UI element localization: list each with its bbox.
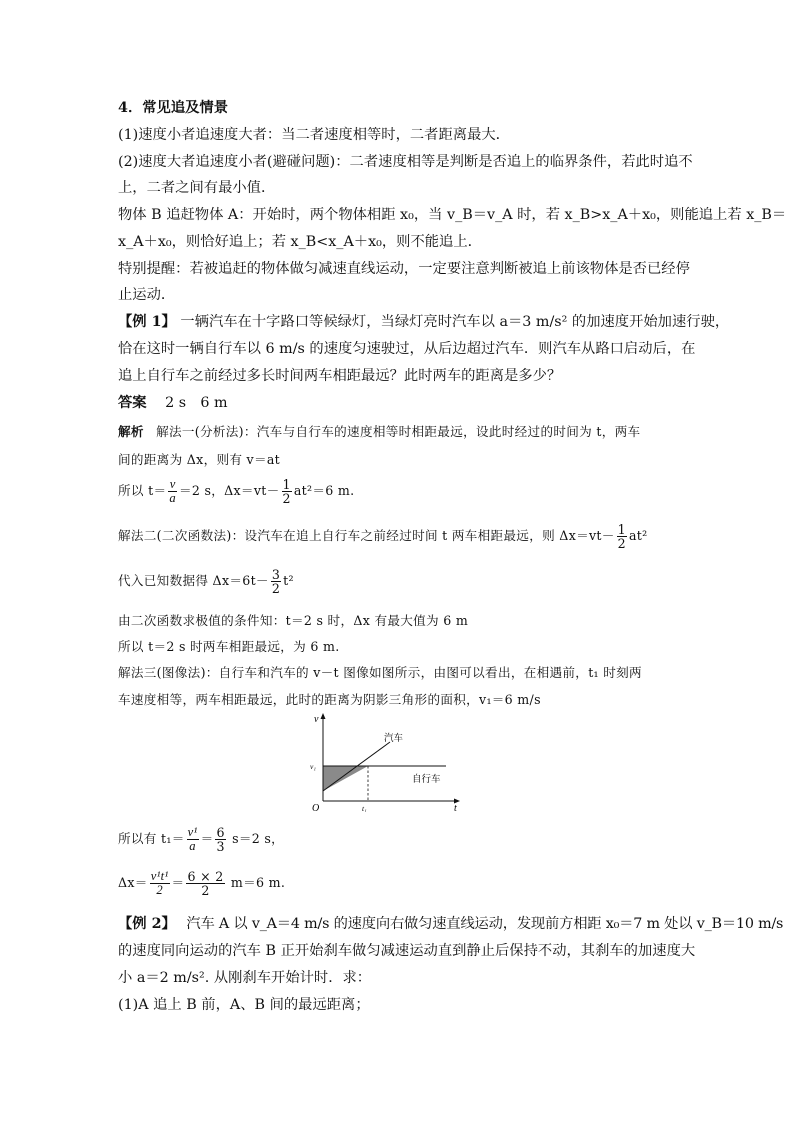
method-2-line-1 — [118, 523, 648, 550]
method-3-line-2: 车速度相等，两车相距最远，此时的距离为阴影三角形的面积，v₁＝6 m/s — [118, 692, 541, 707]
v1-label: v₁ — [310, 762, 316, 771]
method-3-formula-1 — [118, 826, 284, 853]
analysis-label: 解析 — [118, 424, 144, 439]
formula-text: at²＝6 m. — [293, 483, 355, 499]
example-1-question-line-2: 恰在这时一辆自行车以 6 m/s 的速度匀速驶过，从后边超过汽车．则汽车从路口启动后，在 — [118, 341, 696, 357]
paragraph-3-line-1: 物体 B 追赶物体 A：开始时，两个物体相距 x₀，当 v_B＝v_A 时，若 x_B>x_A＋x₀，则能追上若 x_B＝ — [118, 207, 787, 223]
car-label: 汽车 — [384, 733, 404, 744]
example-1-question-line-1 — [118, 311, 729, 331]
formula-text: s＝2 s， — [227, 831, 285, 847]
formula-text: 所以 t＝ — [118, 483, 167, 499]
t1-label: t₁ — [362, 804, 367, 812]
bike-label: 自行车 — [412, 774, 441, 785]
method-3-formula-2 — [118, 870, 285, 897]
formula-text: 解法二(二次函数法)：设汽车在追上自行车之前经过时间 t 两车相距最远，则 Δx＝vt－ — [118, 528, 615, 544]
method-1-line-1 — [118, 421, 640, 440]
example-2-line-1 — [118, 913, 783, 933]
formula-text: ＝ — [200, 831, 214, 847]
example-2-line-4: (1)A 追上 B 前，A、B 间的最远距离； — [118, 997, 370, 1013]
example-2-label: 【例 2】 — [118, 916, 176, 932]
formula-text: at² — [629, 528, 648, 544]
method-3-line-1: 解法三(图像法)：自行车和汽车的 v－t 图像如图所示，由图可以看出，在相遇前，t₁ 时刻两 — [118, 665, 642, 680]
example-1-question-text-1: 一辆汽车在十字路口等候绿灯，当绿灯亮时汽车以 a＝3 m/s² 的加速度开始加速行驶， — [180, 314, 730, 330]
fraction-v1t1-over-2: $\frac{\text{v¹t¹}}{2}$ — [150, 869, 169, 898]
example-2-line-3: 小 a＝2 m/s². 从刚刹车开始计时．求： — [118, 970, 372, 986]
fraction-three-halves: $\frac{3}{2}$ — [271, 567, 281, 597]
fraction-v-over-a: $\frac{v}{a}$ — [169, 477, 176, 506]
shaded-triangle — [323, 766, 368, 791]
v-t-graph — [306, 712, 476, 812]
answer-label: 答案 — [118, 395, 147, 411]
example-2-text-1: 汽车 A 以 v_A＝4 m/s 的速度向右做匀速直线运动，发现前方相距 x₀＝7 m 处以 v_B＝10 m/s — [186, 916, 784, 932]
method-1-formula — [118, 478, 354, 505]
method-1-text-1: 解法一(分析法)：汽车与自行车的速度相等时相距最远，设此时经过的时间为 t，两车 — [156, 424, 641, 439]
fraction-product-over-2: $\frac{6 \times 2}{2}$ — [187, 869, 224, 899]
paragraph-3-line-2: x_A＋x₀，则恰好追上；若 x_B<x_A＋x₀，则不能追上． — [118, 234, 482, 250]
v-axis-label: v — [314, 714, 319, 725]
formula-text: Δx＝ — [118, 875, 148, 891]
fraction-one-half: $\frac{1}{2}$ — [282, 477, 291, 507]
formula-text: m＝6 m. — [226, 875, 286, 891]
fraction-v1-over-a: $\frac{\text{v¹}}{a}$ — [187, 825, 198, 854]
method-2-line-3: 由二次函数求极值的条件知：t＝2 s 时，Δx 有最大值为 6 m — [118, 613, 469, 628]
paragraph-1: (1)速度小者追速度大者：当二者速度相等时，二者距离最大． — [118, 127, 510, 143]
paragraph-4-line-2: 止运动． — [118, 287, 176, 303]
v-axis-arrow — [321, 713, 326, 719]
origin-label: O — [312, 803, 320, 812]
example-1-answer — [118, 392, 228, 412]
method-2-line-2 — [118, 568, 294, 595]
paragraph-4-line-1: 特别提醒：若被追赶的物体做匀减速直线运动，一定要注意判断被追上前该物体是否已经停 — [118, 261, 690, 277]
answer-value: 2 s 6 m — [165, 395, 228, 411]
example-2-line-2: 的速度同向运动的汽车 B 正开始刹车做匀减速运动直到静止后保持不动，其刹车的加速度大 — [118, 943, 696, 959]
paragraph-2-line-1: (2)速度大者追速度小者(避碰问题)：二者速度相等是判断是否追上的临界条件，若此时追不 — [118, 154, 693, 170]
fraction-one-half: $\frac{1}{2}$ — [617, 522, 626, 552]
example-1-label: 【例 1】 — [118, 314, 176, 330]
example-1-question-line-3: 追上自行车之前经过多长时间两车相距最远？此时两车的距离是多少？ — [118, 368, 562, 384]
t-axis-label: t — [454, 803, 457, 812]
method-2-line-4: 所以 t＝2 s 时两车相距最远，为 6 m. — [118, 639, 340, 654]
paragraph-2-line-2: 上，二者之间有最小值． — [118, 180, 276, 196]
formula-text: 所以有 t₁＝ — [118, 831, 185, 847]
formula-text: ＝2 s，Δx＝vt－ — [178, 483, 280, 499]
method-1-line-2: 间的距离为 Δx，则有 v＝at — [118, 452, 281, 467]
formula-text: 代入已知数据得 Δx＝6t－ — [118, 573, 269, 589]
formula-text: t² — [283, 573, 294, 589]
formula-text: ＝ — [171, 875, 185, 891]
section-heading: 4．常见追及情景 — [118, 100, 229, 116]
fraction-six-over-three: $\frac{6}{3}$ — [216, 825, 225, 855]
